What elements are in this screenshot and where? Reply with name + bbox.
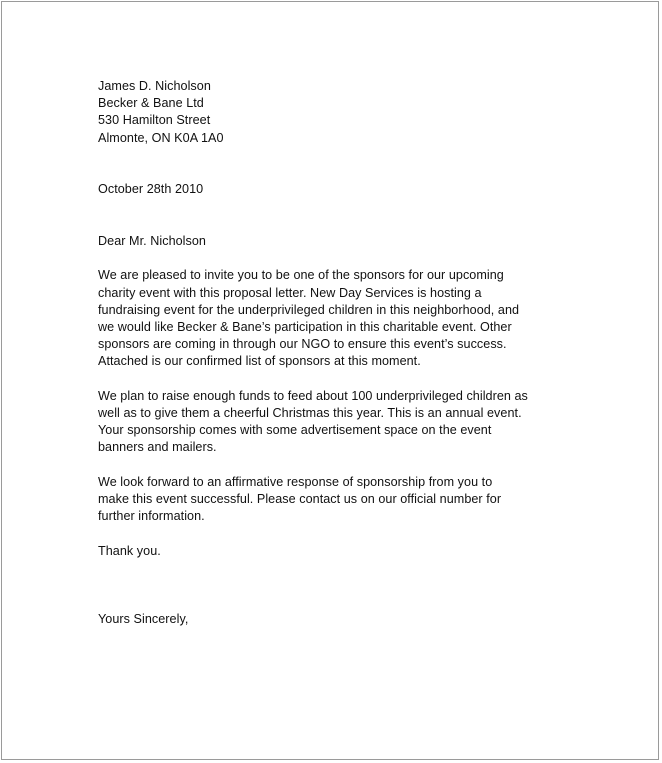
paragraph-closing-request — [98, 474, 568, 526]
letter-date: October 28th 2010 — [98, 182, 204, 197]
recipient-address — [98, 78, 568, 147]
paragraph-line: Your sponsorship comes with some advertisement space on the event — [98, 423, 492, 438]
paragraph-invitation — [98, 267, 568, 370]
recipient-city: Almonte, ON K0A 1A0 — [98, 130, 224, 145]
recipient-name: James D. Nicholson — [98, 79, 211, 93]
letter-page — [1, 1, 659, 760]
recipient-street: 530 Hamilton Street — [98, 113, 211, 128]
paragraph-plan — [98, 388, 568, 457]
letter-body — [98, 78, 568, 629]
paragraph-line: Attached is our confirmed list of sponsors at this moment. — [98, 354, 421, 369]
thank-you-line: Thank you. — [98, 543, 161, 558]
paragraph-line: sponsors are coming in through our NGO to ensure this event’s success. — [98, 337, 507, 352]
paragraph-line: further information. — [98, 509, 205, 524]
paragraph-line: We are pleased to invite you to be one of the sponsors for our upcoming — [98, 268, 504, 283]
paragraph-line: charity event with this proposal letter. New Day Services is hosting a — [98, 285, 482, 300]
paragraph-line: well as to give them a cheerful Christmas this year. This is an annual event. — [98, 406, 522, 421]
paragraph-line: We look forward to an affirmative response of sponsorship from you to — [98, 474, 493, 489]
paragraph-line: we would like Becker & Bane’s participation in this charitable event. Other — [98, 320, 512, 335]
paragraph-line: fundraising event for the underprivileged children in this neighborhood, and — [98, 302, 520, 317]
recipient-company: Becker & Bane Ltd — [98, 96, 204, 111]
closing-line: Yours Sincerely, — [98, 612, 189, 627]
paragraph-line: banners and mailers. — [98, 440, 217, 455]
salutation: Dear Mr. Nicholson — [98, 234, 206, 249]
paragraph-line: make this event successful. Please contact us on our official number for — [98, 492, 502, 507]
paragraph-line: We plan to raise enough funds to feed about 100 underprivileged children as — [98, 388, 528, 403]
